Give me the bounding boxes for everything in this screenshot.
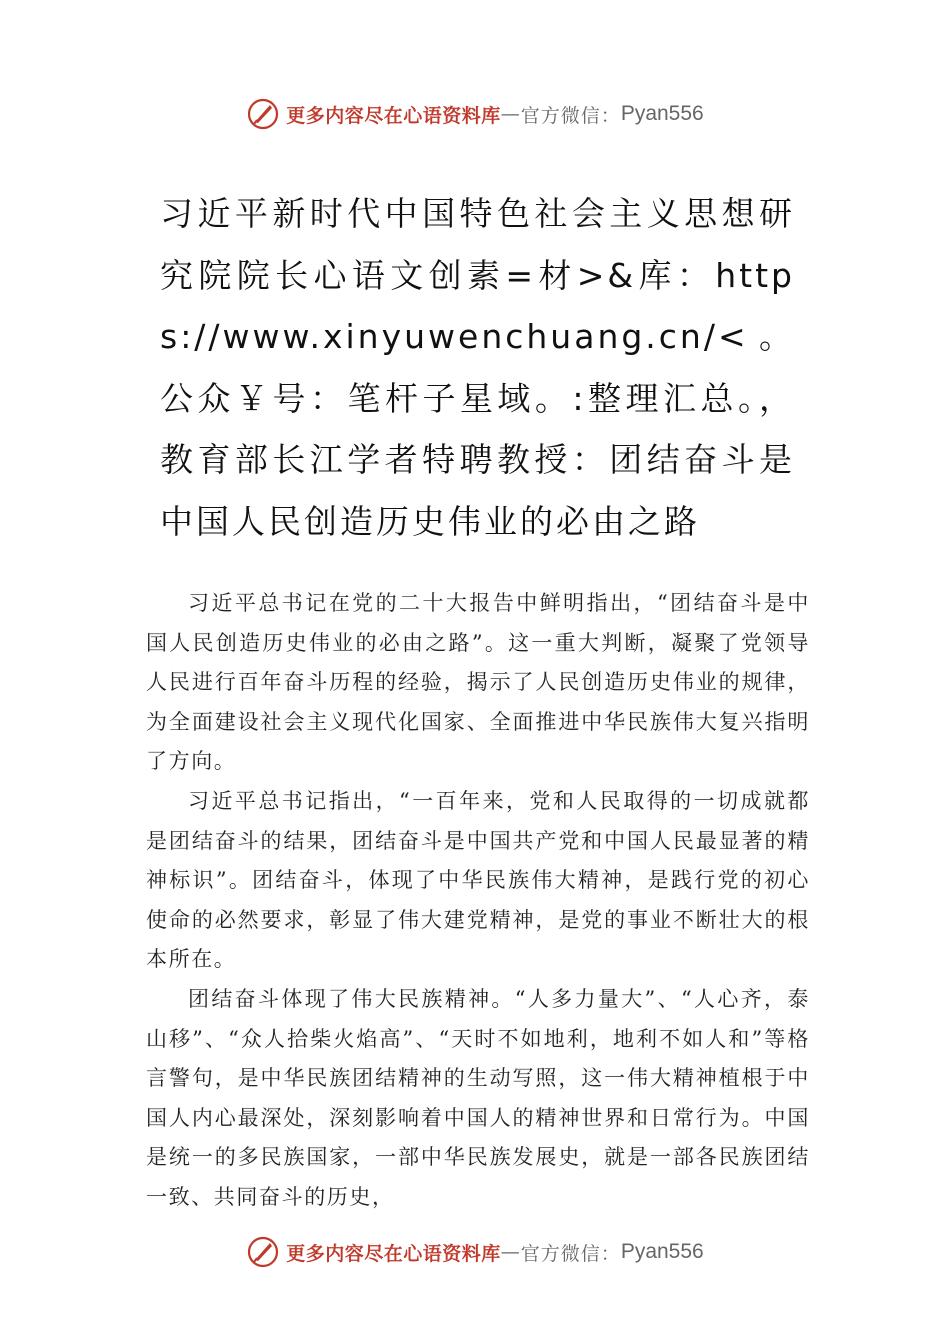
footer-site-text: 更多内容尽在心语资料库 <box>286 1242 501 1265</box>
body-paragraph: 团结奋斗体现了伟大民族精神。“人多力量大”、“人心齐，泰山移”、“众人拾柴火焰高”、“天时不如地利，地利不如人和”等格言警句，是中华民族团结精神的生动写照，这一伟大精神植根于中国人内心最深处，深刻影响着中国人的精神世界和日常行为。中国是统一的多民族国家，一部中华民族发展史，就是一部各民族团结一致、共同奋斗的历史， <box>146 986 810 1209</box>
header-banner <box>0 94 950 134</box>
quill-logo-icon <box>246 1235 280 1269</box>
header-site-text: 更多内容尽在心语资料库 <box>286 104 501 127</box>
footer-banner <box>0 1232 950 1272</box>
document-body <box>146 584 810 1218</box>
footer-wechat-id: Pyan556 <box>620 1240 704 1263</box>
body-paragraph: 习近平总书记指出，“一百年来，党和人民取得的一切成就都是团结奋斗的结果，团结奋斗是中国共产党和中国人民最显著的精神标识”。团结奋斗，体现了中华民族伟大精神，是践行党的初心使命的必然要求，彰显了伟大建党精神，是党的事业不断壮大的根本所在。 <box>146 788 810 972</box>
header-wechat-id: Pyan556 <box>620 102 704 125</box>
footer-wechat-label: 官方微信： <box>520 1242 621 1265</box>
header-separator: — <box>500 103 521 125</box>
header-wechat-label: 官方微信： <box>520 104 621 127</box>
quill-logo-icon <box>246 97 280 131</box>
document-title: 习近平新时代中国特色社会主义思想研究院院长心语文创素=材>&库：https://www.xinyuwenchuang.cn/<。公众￥号：笔杆子星域。:整理汇总。，教育部长江学者特聘教授：团结奋斗是中国人民创造历史伟业的必由之路 <box>160 194 795 541</box>
footer-separator: — <box>500 1241 521 1263</box>
body-paragraph: 习近平总书记在党的二十大报告中鲜明指出，“团结奋斗是中国人民创造历史伟业的必由之路”。这一重大判断，凝聚了党领导人民进行百年奋斗历程的经验，揭示了人民创造历史伟业的规律，为全面建设社会主义现代化国家、全面推进中华民族伟大复兴指明了方向。 <box>146 591 810 774</box>
